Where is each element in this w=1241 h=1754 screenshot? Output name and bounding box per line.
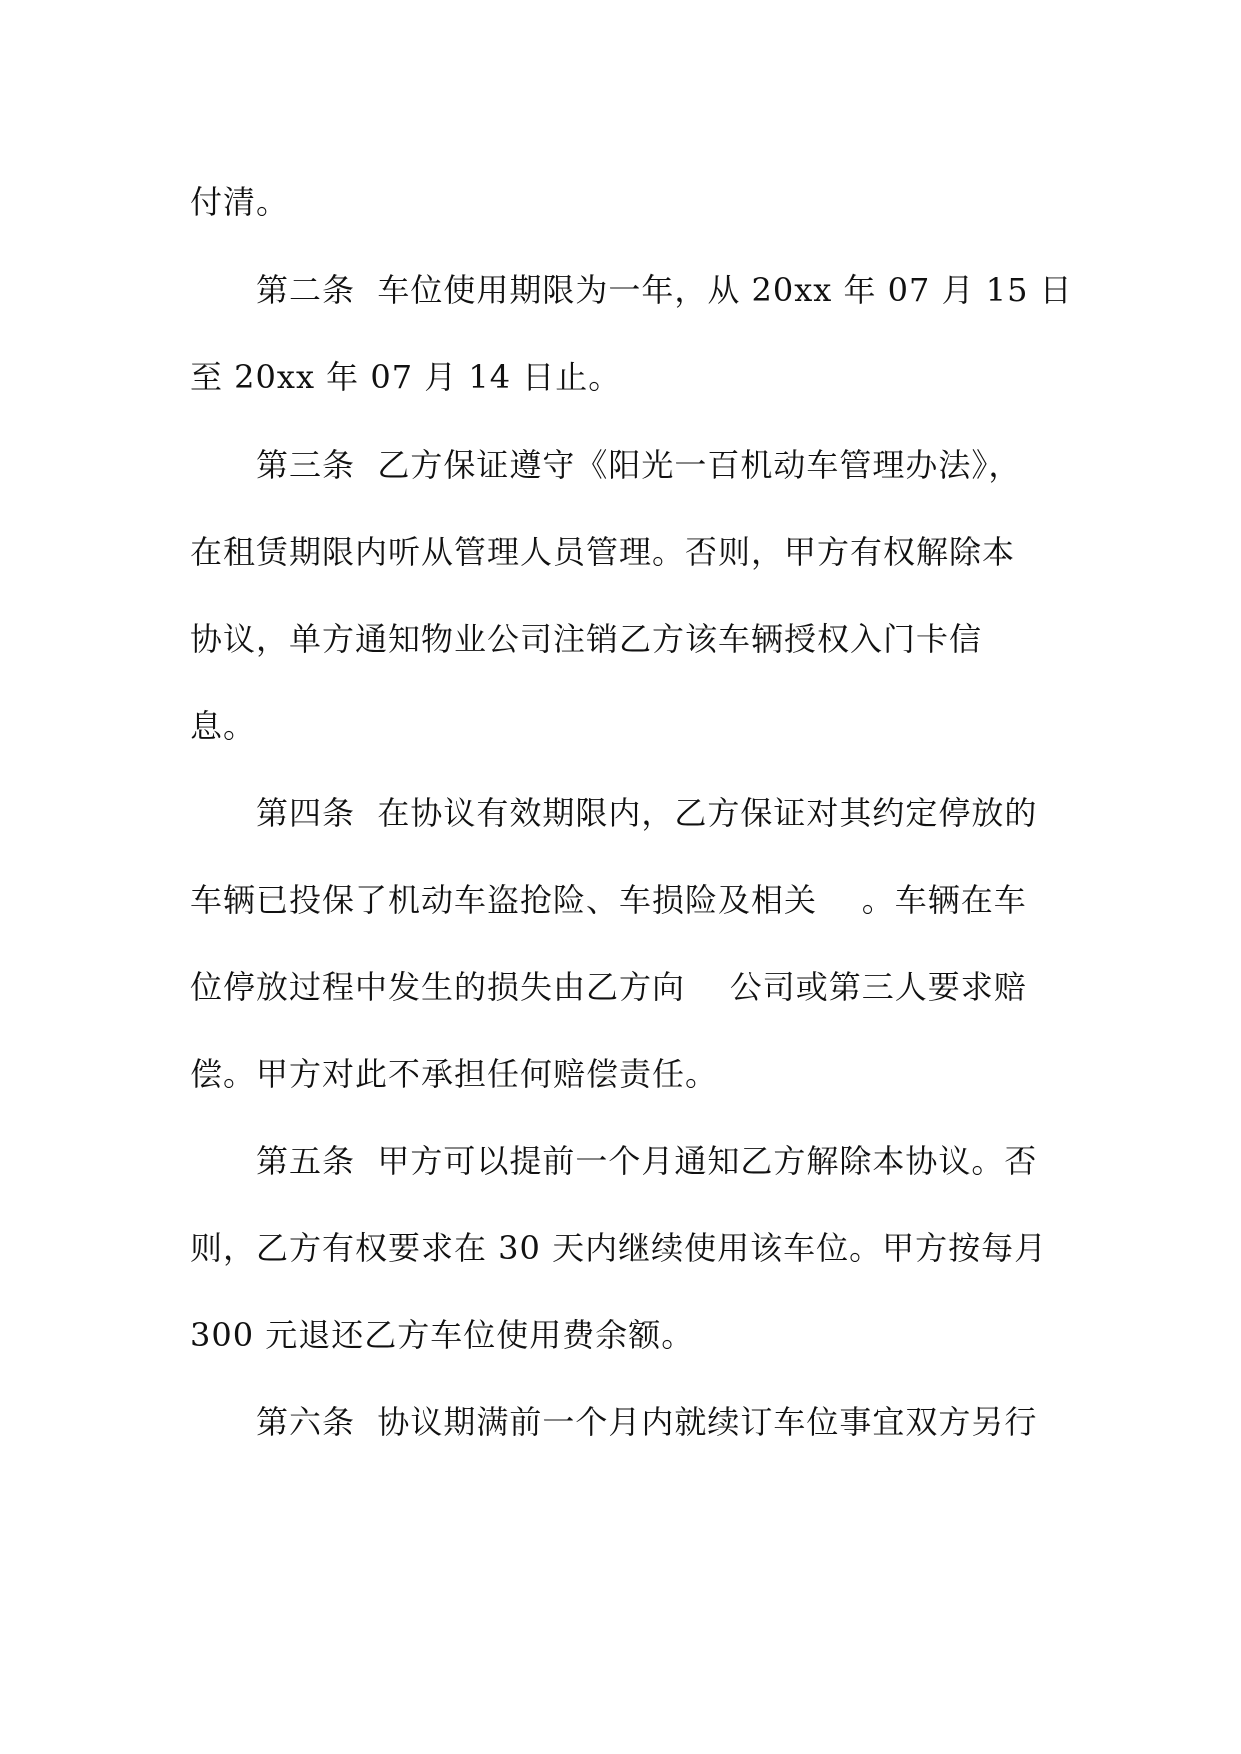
text-line: 付清。	[190, 183, 290, 221]
article-6-line: 第六条 协议期满前一个月内就续订车位事宜双方另行	[256, 1403, 1038, 1441]
article-3-line: 第三条 乙方保证遵守《阳光一百机动车管理办法》，	[256, 446, 1022, 484]
text-line: 在租赁期限内听从管理人员管理。否则，甲方有权解除本	[190, 533, 1016, 571]
text-line: 至 20xx 年 07 月 14 日止。	[190, 358, 622, 396]
text-line: 位停放过程中发生的损失由乙方向 公司或第三人要求赔	[190, 968, 1027, 1006]
text-line: 协议，单方通知物业公司注销乙方该车辆授权入门卡信	[190, 620, 983, 658]
article-2-line: 第二条 车位使用期限为一年，从 20xx 年 07 月 15 日	[256, 271, 1073, 309]
text-line: 300 元退还乙方车位使用费余额。	[190, 1316, 695, 1354]
text-line: 则，乙方有权要求在 30 天内继续使用该车位。甲方按每月	[190, 1229, 1048, 1267]
text-line: 车辆已投保了机动车盗抢险、车损险及相关 。车辆在车	[190, 881, 1027, 919]
text-line: 偿。甲方对此不承担任何赔偿责任。	[190, 1055, 719, 1093]
article-5-line: 第五条 甲方可以提前一个月通知乙方解除本协议。否	[256, 1142, 1038, 1180]
article-4-line: 第四条 在协议有效期限内，乙方保证对其约定停放的	[256, 794, 1038, 832]
text-line: 息。	[190, 707, 257, 745]
